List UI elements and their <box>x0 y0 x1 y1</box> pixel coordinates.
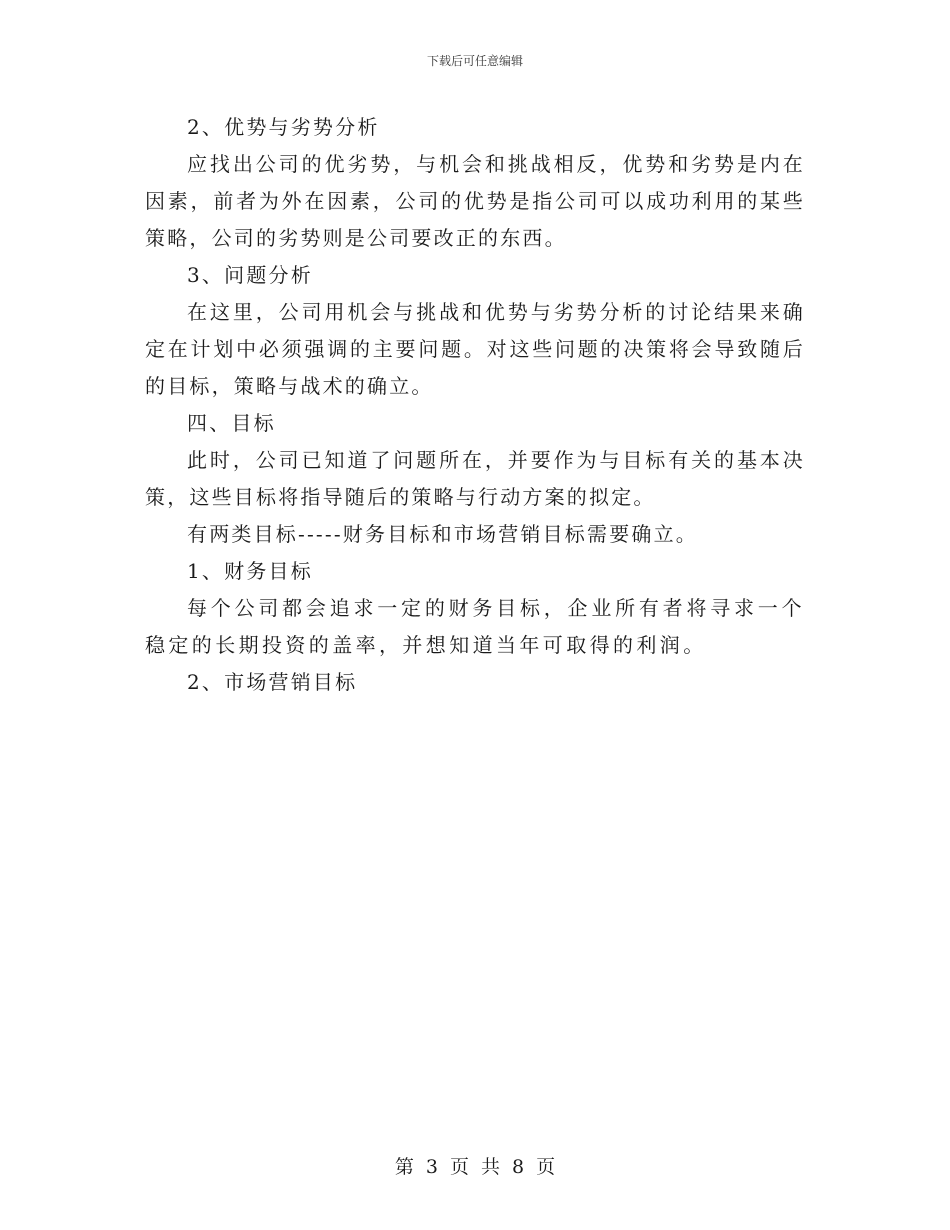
document-body <box>145 109 805 701</box>
heading-objectives: 四、目标 <box>187 411 276 435</box>
page-header: 下载后可任意编辑 <box>426 54 523 68</box>
paragraph-two-objective-types: 有两类目标-----财务目标和市场营销目标需要确立。 <box>187 522 698 546</box>
heading-strengths-weaknesses: 2、优势与劣势分析 <box>187 115 380 139</box>
page-number-footer: 第 3 页 共 8 页 <box>394 1156 556 1178</box>
paragraph-strengths-weaknesses: 应找出公司的优劣势，与机会和挑战相反，优势和劣势是内在因素，前者为外在因素，公司的优势是指公司可以成功利用的某些策略，公司的劣势则是公司要改正的东西。 <box>145 152 805 250</box>
paragraph-financial-objectives: 每个公司都会追求一定的财务目标，企业所有者将寻求一个稳定的长期投资的盖率，并想知道当年可取得的利润。 <box>145 596 805 657</box>
paragraph-objectives: 此时，公司已知道了问题所在，并要作为与目标有关的基本决策，这些目标将指导随后的策略与行动方案的拟定。 <box>145 448 805 509</box>
heading-marketing-objectives: 2、市场营销目标 <box>187 670 358 694</box>
heading-problem-analysis: 3、问题分析 <box>187 263 313 287</box>
heading-financial-objectives: 1、财务目标 <box>187 559 313 583</box>
paragraph-problem-analysis: 在这里，公司用机会与挑战和优势与劣势分析的讨论结果来确定在计划中必须强调的主要问题。对这些问题的决策将会导致随后的目标，策略与战术的确立。 <box>145 300 805 398</box>
